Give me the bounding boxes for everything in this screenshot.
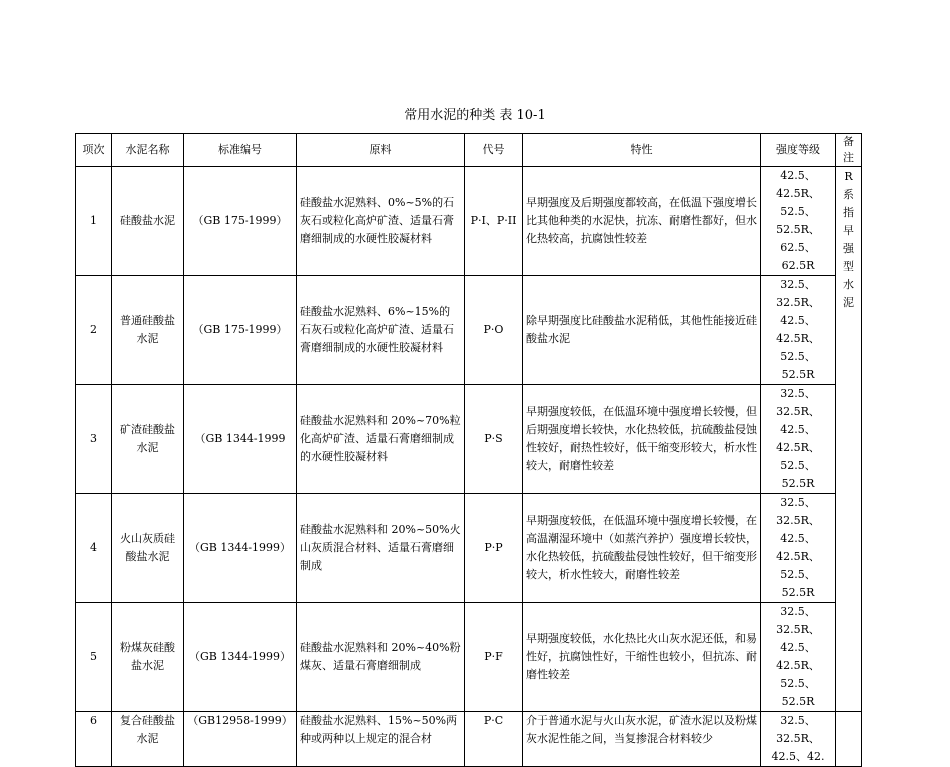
cell-name: 矿渣硅酸盐水泥 (112, 385, 184, 494)
cell-grade: 32.5、32.5R、42.5、42.5R、52.5、52.5R (761, 494, 836, 603)
cell-raw-material: 硅酸盐水泥熟料和 20%~70%粒化高炉矿渣、适量石膏磨细制成的水硬性胶凝材料 (297, 385, 465, 494)
cell-standard: （GB 1344-1999） (184, 494, 297, 603)
cell-code: P·C (465, 712, 523, 767)
cell-raw-material: 硅酸盐水泥熟料、0%~5%的石灰石或粒化高炉矿渣、适量石膏磨细制成的水硬性胶凝材料 (297, 167, 465, 276)
cell-feature: 早期强度较低，在低温环境中强度增长较慢，但后期强度增长较快，水化热较低，抗硫酸盐侵蚀性较好，耐热性较好，低干缩变形较大，析水性较大，耐磨性较差 (523, 385, 761, 494)
cell-feature: 介于普通水泥与火山灰水泥，矿渣水泥以及粉煤灰水泥性能之间，当复掺混合材料较少 (523, 712, 761, 767)
cell-index: 5 (76, 603, 112, 712)
header-feature: 特性 (523, 134, 761, 167)
cell-name: 硅酸盐水泥 (112, 167, 184, 276)
header-grade: 强度等级 (761, 134, 836, 167)
header-name: 水泥名称 (112, 134, 184, 167)
cell-feature: 早期强度较低，水化热比火山灰水泥还低，和易性好，抗腐蚀性好，干缩性也较小，但抗冻、耐磨性较差 (523, 603, 761, 712)
cell-index: 3 (76, 385, 112, 494)
table-row (76, 712, 862, 767)
cell-note-empty (836, 712, 862, 767)
table-row (76, 276, 862, 385)
cell-raw-material: 硅酸盐水泥熟料和 20%~50%火山灰质混合材料、适量石膏磨细制成 (297, 494, 465, 603)
cell-index: 6 (76, 712, 112, 767)
cell-index: 4 (76, 494, 112, 603)
cell-standard: （GB 175-1999） (184, 167, 297, 276)
cell-code: P·O (465, 276, 523, 385)
header-standard: 标准编号 (184, 134, 297, 167)
cell-standard: （GB12958-1999） (184, 712, 297, 767)
cell-raw-material: 硅酸盐水泥熟料、6%~15%的石灰石或粒化高炉矿渣、适量石膏磨细制成的水硬性胶凝材料 (297, 276, 465, 385)
cell-grade: 32.5、32.5R、42.5、42.5R、52.5、52.5R (761, 603, 836, 712)
cell-note: R 系指早强型水泥 (836, 167, 862, 712)
cell-index: 2 (76, 276, 112, 385)
header-row (76, 134, 862, 167)
header-index: 项次 (76, 134, 112, 167)
header-raw-material: 原料 (297, 134, 465, 167)
cell-grade: 32.5、32.5R、42.5、42.5R、52.5、52.5R (761, 385, 836, 494)
cell-raw-material: 硅酸盐水泥熟料和 20%~40%粉煤灰、适量石膏磨细制成 (297, 603, 465, 712)
cell-code: P·F (465, 603, 523, 712)
table-row (76, 494, 862, 603)
cell-index: 1 (76, 167, 112, 276)
cell-standard: （GB 175-1999） (184, 276, 297, 385)
cell-standard: （GB 1344-1999 (184, 385, 297, 494)
header-code: 代号 (465, 134, 523, 167)
cell-code: P·S (465, 385, 523, 494)
cell-code: P·P (465, 494, 523, 603)
cell-standard: （GB 1344-1999） (184, 603, 297, 712)
cell-name: 复合硅酸盐水泥 (112, 712, 184, 767)
cell-feature: 早期强度较低，在低温环境中强度增长较慢，在高温潮湿环境中（如蒸汽养护）强度增长较快，水化热较低，抗硫酸盐侵蚀性较好，但干缩变形较大，析水性较大，耐磨性较差 (523, 494, 761, 603)
header-note: 备注 (836, 134, 862, 167)
cell-grade: 32.5、32.5R、42.5、42.5R、52.5、52.5R (761, 276, 836, 385)
cell-name: 火山灰质硅酸盐水泥 (112, 494, 184, 603)
table-row (76, 385, 862, 494)
table-row (76, 167, 862, 276)
cell-feature: 早期强度及后期强度都较高，在低温下强度增长比其他种类的水泥快，抗冻、耐磨性都好，但水化热较高，抗腐蚀性较差 (523, 167, 761, 276)
cell-code: P·I、P·II (465, 167, 523, 276)
cell-name: 普通硅酸盐水泥 (112, 276, 184, 385)
cell-feature: 除早期强度比硅酸盐水泥稍低，其他性能接近硅酸盐水泥 (523, 276, 761, 385)
cell-grade: 32.5、32.5R、42.5、42. (761, 712, 836, 767)
table-row (76, 603, 862, 712)
table-title: 常用水泥的种类 表 10-1 (404, 108, 546, 123)
cell-raw-material: 硅酸盐水泥熟料、15%~50%两种或两种以上规定的混合材 (297, 712, 465, 767)
cell-grade: 42.5、42.5R、52.5、52.5R、62.5、62.5R (761, 167, 836, 276)
cell-name: 粉煤灰硅酸盐水泥 (112, 603, 184, 712)
